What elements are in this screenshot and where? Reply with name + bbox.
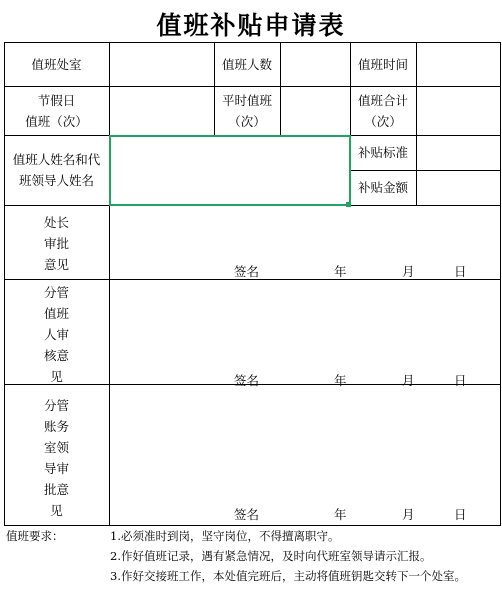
label-line: 分管	[43, 285, 69, 300]
weekday-duty-label-line1: 平时值班	[221, 92, 272, 108]
duty-total-label	[350, 86, 416, 135]
label-line: 见	[50, 503, 63, 518]
label-line: 意见	[43, 257, 69, 272]
weekday-duty-cell[interactable]	[281, 86, 350, 135]
subsidy-standard-cell[interactable]	[417, 135, 499, 170]
label-line: 值班	[43, 306, 69, 321]
duty-time-cell[interactable]	[417, 42, 499, 86]
label-line: 分管	[43, 398, 69, 413]
weekday-duty-label-line2: （次）	[228, 113, 266, 129]
names-label-line2: 班领导人姓名	[18, 173, 94, 188]
year-label: 年	[334, 507, 347, 522]
duty-supervisor-review-label	[4, 282, 109, 387]
names-input-cell-selected[interactable]	[109, 135, 351, 206]
duty-total-label-line1: 值班合计	[357, 92, 408, 108]
duty-total-label-line2: （次）	[364, 113, 402, 129]
subsidy-amount-cell[interactable]	[417, 170, 499, 205]
office-value-cell[interactable]	[110, 42, 214, 86]
label-line: 核意	[43, 348, 69, 363]
requirement-item: 2.作好值班记录，遇有紧急情况，及时向代班室领导请示汇报。	[110, 549, 432, 563]
duty-requirements-label: 值班要求：	[6, 529, 64, 543]
office-label: 值班处室	[31, 56, 82, 72]
holiday-duty-label-line1: 节假日	[37, 92, 76, 108]
signature-label: 签名	[234, 507, 260, 522]
director-approval-cell[interactable]	[110, 206, 499, 278]
form-title: 值班补贴申请表	[156, 11, 346, 40]
label-line: 账务	[43, 419, 69, 434]
year-label: 年	[334, 373, 347, 388]
duty-total-cell[interactable]	[417, 86, 499, 135]
label-line: 审批	[43, 236, 69, 251]
subsidy-standard-label: 补贴标准	[357, 145, 408, 160]
label-line: 处长	[43, 215, 69, 230]
signature-label: 签名	[234, 264, 260, 279]
day-label: 日	[454, 507, 467, 522]
month-label: 月	[402, 264, 415, 279]
year-label: 年	[334, 264, 347, 279]
staff-count-cell[interactable]	[281, 42, 350, 86]
day-label: 日	[454, 264, 467, 279]
label-line: 室领	[43, 440, 69, 455]
month-label: 月	[402, 373, 415, 388]
label-line: 批意	[43, 482, 69, 497]
label-line: 人审	[43, 327, 69, 342]
finance-leader-approval-label	[4, 395, 109, 521]
day-label: 日	[454, 373, 467, 388]
staff-count-label: 值班人数	[221, 56, 272, 72]
weekday-duty-label	[214, 86, 280, 135]
names-label	[4, 135, 109, 205]
subsidy-amount-label: 补贴金额	[357, 180, 408, 195]
duty-supervisor-review-cell[interactable]	[110, 280, 499, 383]
holiday-duty-label	[4, 86, 109, 135]
application-form-table	[4, 42, 501, 526]
month-label: 月	[402, 507, 415, 522]
label-line: 导审	[43, 461, 69, 476]
label-line: 见	[50, 369, 63, 384]
holiday-duty-cell[interactable]	[110, 86, 214, 135]
holiday-duty-label-line2: 值班（次）	[25, 113, 88, 129]
duty-time-label: 值班时间	[357, 56, 408, 72]
requirement-item: 3.作好交接班工作，本处值完班后，主动将值班钥匙交转下一个处室。	[110, 569, 466, 583]
finance-leader-approval-cell[interactable]	[110, 385, 499, 523]
director-approval-label	[4, 212, 109, 275]
names-label-line1: 值班人姓名和代	[12, 152, 101, 167]
requirement-item: 1.必须准时到岗，坚守岗位，不得擅离职守。	[110, 529, 340, 543]
signature-label: 签名	[234, 373, 260, 388]
